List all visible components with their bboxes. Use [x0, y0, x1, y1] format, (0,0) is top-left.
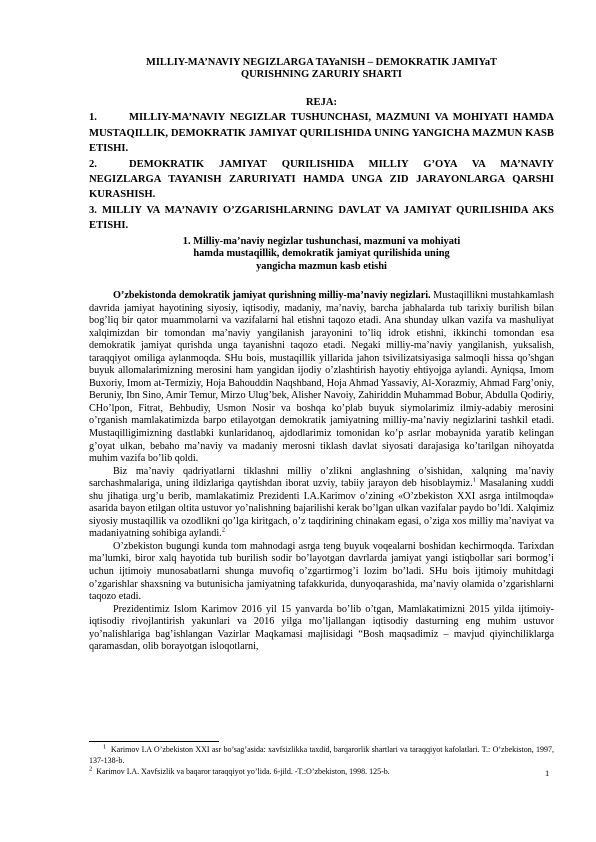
footnote-separator	[89, 741, 219, 742]
footnote-mark: 2	[89, 765, 93, 773]
footnote-2	[89, 766, 554, 777]
plan-item-number: 1.	[89, 112, 97, 124]
footnotes	[89, 744, 554, 777]
footnote-text: Karimov I.A O’zbekiston XXI asr bo’sag’asida: xavfsizlikka taxdid, barqarorlik shartlari va taraqqiyot kafolatlari. T.: O’zbekiston, 1997, 137-138-b.	[89, 745, 555, 765]
paragraph-text: Mustaqillikni mustahkamlash davrida jamiyat hayotining siyosiy, iqtisodiy, madaniy, ma’naviy, barcha jabhalarda tub tarixiy burilish bilan bog’liq bir qator muammolarni va vazifalarni hal etishni taqozo etadi. Ana shunday ulkan vazifa va mashuliyat xalqimizdan bir tomondan ma’naviy yangilanish jarayonini to’liq idrok etishni, ikkinchi tomondan esa demokratik jamiyat qurishda unga tayanishni taqozo etadi. Negaki milliy-ma’naviy yangilanish, yuksalish, taraqqiyot omiliga aylanmoqda. SHu bois, mustaqillik yillarida jahon tsivilizatsiyasiga salmoqli hissa qo’shgan buyuk allomalarimizning merosini ham yangidan ijodiy o’zlashtirish hayotiy ehtiyojga aylandi. Ayniqsa, Imom Buxoriy, Imom at-Termiziy, Hoja Bahouddin Naqshband, Hoja Ahmad Yassaviy, Al-Xorazmiy, Ahmad Farg’oniy, Beruniy, Ibn Sino, Amir Temur, Mirzo Ulug’bek, Alisher Navoiy, Zahiriddin Muhammad Bobur, Abdulla Qodiriy, CHo’lpon, Fitrat, Behbudiy, Usmon Nosir va boshqa ko’plab buyuk siymolarimiz ilmiy-adabiy merosini o’rganish mamlakatimizda barpo etilayotgan demokratik jamiyatning milliy-ma’naviy negizlarini tashkil etadi. Mustaqilligimizning dastlabki kunlaridanoq, ajdodlarimiz tomonidan ko’p asrlar mobaynida yaratib kelingan g’oyat ulkan, bebaho ma’naviy va madaniy merosni tiklash davlat siyosati darajasiga ko’tarilgan nihoyatda muhim vazifa bo’lib qoldi.	[89, 290, 554, 465]
paragraph-4: Prezidentimiz Islom Karimov 2016 yil 15 yanvarda bo’lib o’tgan, Mamlakatimizni 2015 yilda ijtimoiy-iqtisodiy rivojlantirish yakunlari va 2016 yilga mo’ljallangan iqtisodiy dasturning eng muhim ustuvor yo’nalishlariga bag’ishlangan Vazirlar Maqkamasi majlisidagi “Bosh maqsadimiz – mavjud qiyinchiliklarga qaramasdan, olib borayotgan isloqotlarni,	[89, 603, 554, 653]
body-text	[89, 290, 554, 654]
plan-item-text: MILLIY-MA’NAVIY NEGIZLAR TUSHUNCHASI, MAZMUNI VA MOHIYATI HAMDA MUSTAQILLIK, DEMOKRATIK JAMIYAT QURILISHIDA UNING YANGICHA MAZMUN KASB ETISHI.	[89, 112, 554, 155]
footnote-ref[interactable]: 1	[472, 476, 476, 484]
section-heading-line-1: 1. Milliy-ma’naviy negizlar tushunchasi, mazmuni va mohiyati	[182, 236, 461, 247]
title-line-2: QURISHNING ZARURIY SHARTI	[241, 69, 402, 80]
paragraph-1	[89, 290, 554, 466]
footnote-mark: 1	[103, 743, 107, 751]
plan-item-3	[89, 203, 554, 234]
footnote-1	[89, 744, 554, 766]
section-heading-line-3: yangicha mazmun kasb etishi	[256, 260, 387, 272]
section-heading	[89, 236, 554, 273]
paragraph-lead: O’zbekistonda demokratik jamiyat qurishning milliy-ma’naviy negizlari.	[113, 290, 431, 301]
title-line-1: MILLIY-MA’NAVIY NEGIZLARGA TAYaNISH – DEMOKRATIK JAMIYaT	[146, 57, 497, 68]
plan-item-number: 2.	[89, 158, 97, 170]
section-heading-line-2: hamda mustaqillik, demokratik jamiyat qurilishida uning	[193, 248, 450, 260]
plan-item-text: DEMOKRATIK JAMIYAT QURILISHIDA MILLIY G’OYA VA MA’NAVIY NEGIZLARGA TAYANISH ZARURIYATI HAMDA UNGA ZID JARAYONLARGA QARSHI KURASHISH.	[89, 158, 554, 201]
footnote-ref[interactable]: 2	[221, 527, 225, 534]
plan-item-text: MILLIY VA MA’NAVIY O’ZGARISHLARNING DAVLAT VA JAMIYAT QURILISHIDA AKS ETISHI.	[89, 204, 554, 232]
footnote-text: Karimov I.A. Xavfsizlik va baqaror taraqqiyot yo’lida. 6-jild. -T.:O’zbekiston, 1998. 125-b.	[96, 767, 390, 776]
paragraph-text: Masalaning xuddi shu jihatiga urg’u berib, mamlakatimiz Prezidenti I.A.Karimov o’zining «O’zbekiston XXI asrga intilmoqda» asarida bayon etilgan oltita ustuvor yo’nalishning bajarilishi kerak bo’lgan ulkan vazifalar paydo bo’ldi. Xalqimiz siyosiy mustaqillik va ozodlikni qo’lga kiritgach, o’z taqdirining chinakam egasi, o’ziga xos milliy ma’naviyat va madaniyatning sohibiga aylandi.	[89, 478, 554, 540]
document-title	[89, 57, 554, 81]
plan-item-2	[89, 157, 554, 203]
page-number: 1	[545, 768, 550, 778]
plan-item-1	[89, 110, 554, 156]
plan-heading: REJA:	[305, 97, 338, 108]
plan-item-number: 3.	[89, 204, 97, 216]
paragraph-3: O’zbekiston bugungi kunda tom mahnodagi asrga teng buyuk voqealarni boshidan kechirmoqda. Tarixdan ma’lumki, biror xalq hayotida tub burilish sodir bo’layotgan davrlarda jamiyat yangi istiqbollar sari bormog’i uchun ijtimoiy munosabatlarni shunga muvofiq o’zgartirmog’i lozim bo’ladi. SHu bois ijtimoiy muhitdagi o’zgarishlar shaxsning va butunisicha jamiyatning tafakkurida, dunyoqarashida, ma’naviy olamida o’zgarishlarni taqozo etadi.	[89, 540, 554, 603]
paragraph-2	[89, 466, 554, 541]
paragraph-text: Biz ma’naviy qadriyatlarni tiklashni milliy o’zlikni anglashning o’sishidan, xalqning ma’naviy sarchashmalariga, uning ildizlariga qaytishdan iborat uzviy, tabiiy jarayon deb hisoblaymiz.	[89, 465, 554, 490]
plan-block	[89, 95, 554, 234]
